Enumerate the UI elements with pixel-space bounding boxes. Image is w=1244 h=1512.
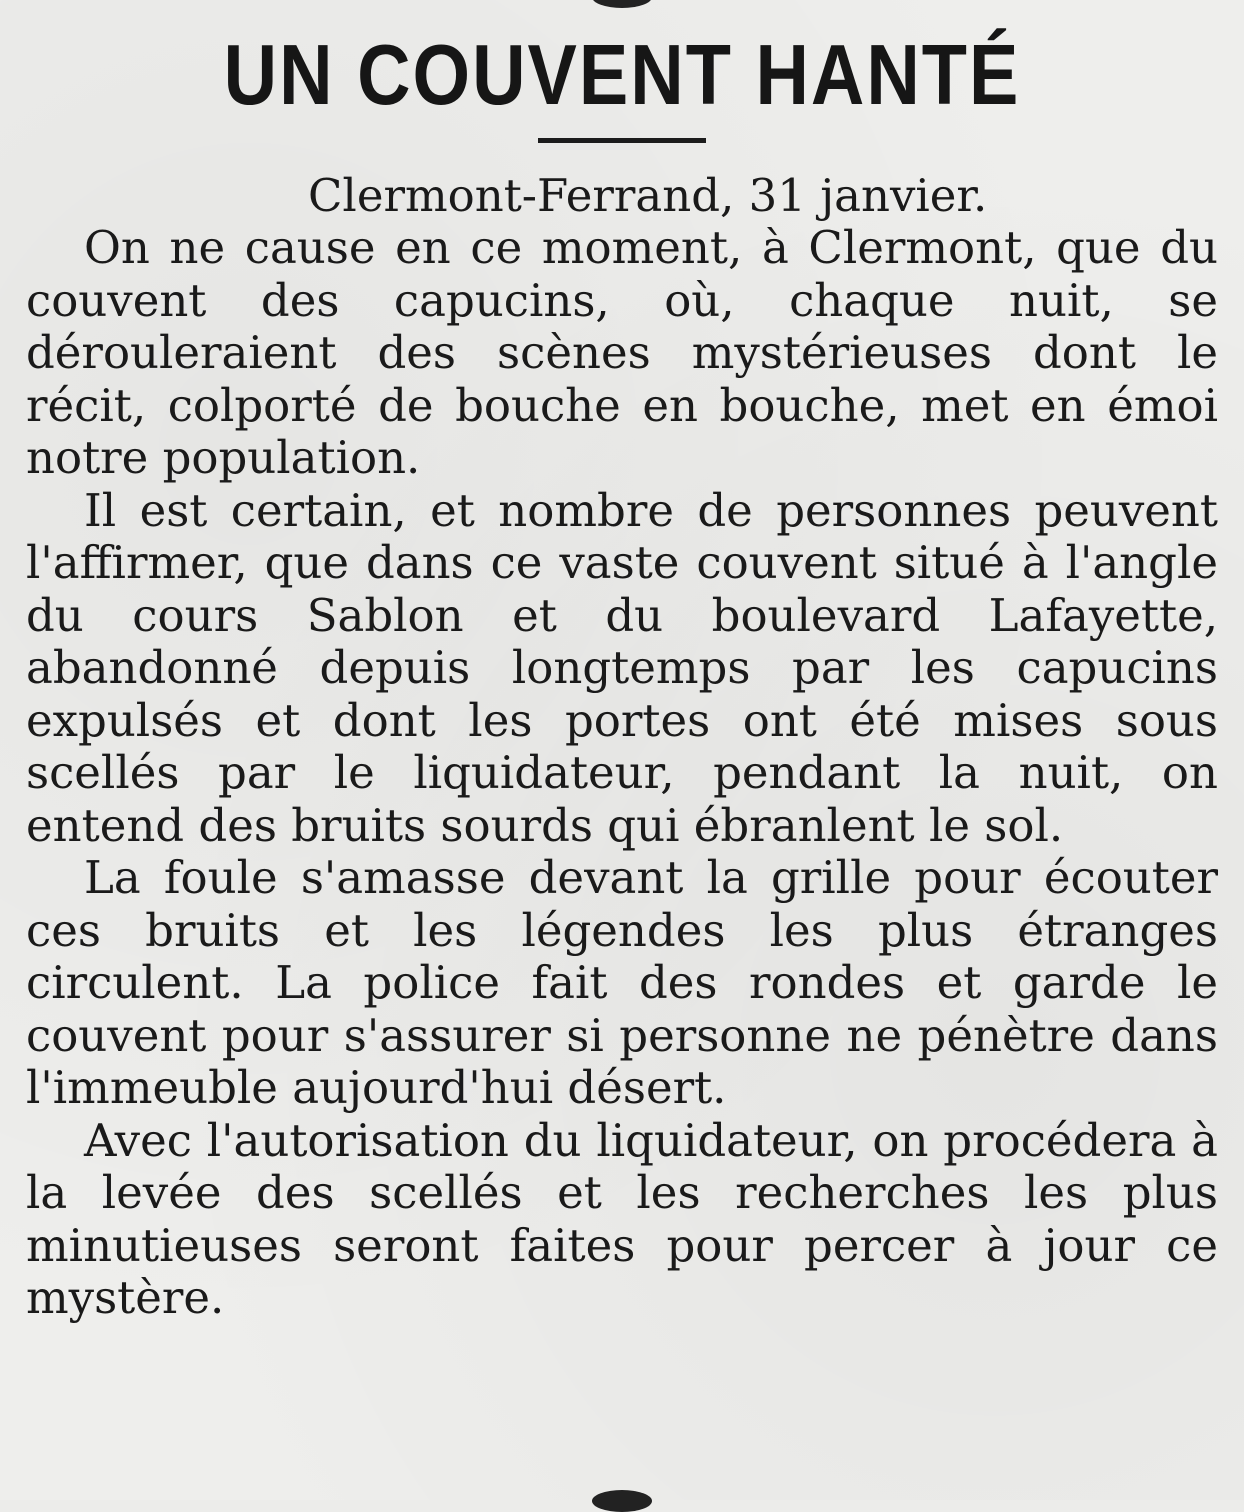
top-ornament (592, 0, 652, 8)
paragraph-4: Avec l'autorisation du liquidateur, on procédera à la levée des scellés et les recherches les plus minutieuses seront faites pour percer à jour ce mystère. (26, 1113, 1218, 1324)
paragraph-1: On ne cause en ce moment, à Clermont, que du couvent des capucins, où, chaque nuit, se dérouleraient des scènes mystérieuses dont le récit, colporté de bouche en bouche, met en émoi notre population. (26, 221, 1218, 484)
bottom-ornament (592, 1490, 652, 1512)
paragraph-3: La foule s'amasse devant la grille pour écouter ces bruits et les légendes les plus étranges circulent. La police fait des rondes et garde le couvent pour s'assurer si personne ne pénètre dans l'immeuble aujourd'hui désert. (26, 851, 1218, 1114)
dateline: Clermont-Ferrand, 31 janvier. (308, 169, 988, 222)
title-rule (538, 138, 706, 143)
paragraph-2: Il est certain, et nombre de personnes peuvent l'affirmer, que dans ce vaste couvent situé à l'angle du cours Sablon et du boulevard Lafayette, abandonné depuis longtemps par les capucins expulsés et dont les portes ont été mises sous scellés par le liquidateur, pendant la nuit, on entend des bruits sourds qui ébranlent le sol. (26, 483, 1218, 852)
article-title: UN COUVENT HANTÉ (223, 27, 1021, 123)
article-body (26, 222, 1218, 1325)
